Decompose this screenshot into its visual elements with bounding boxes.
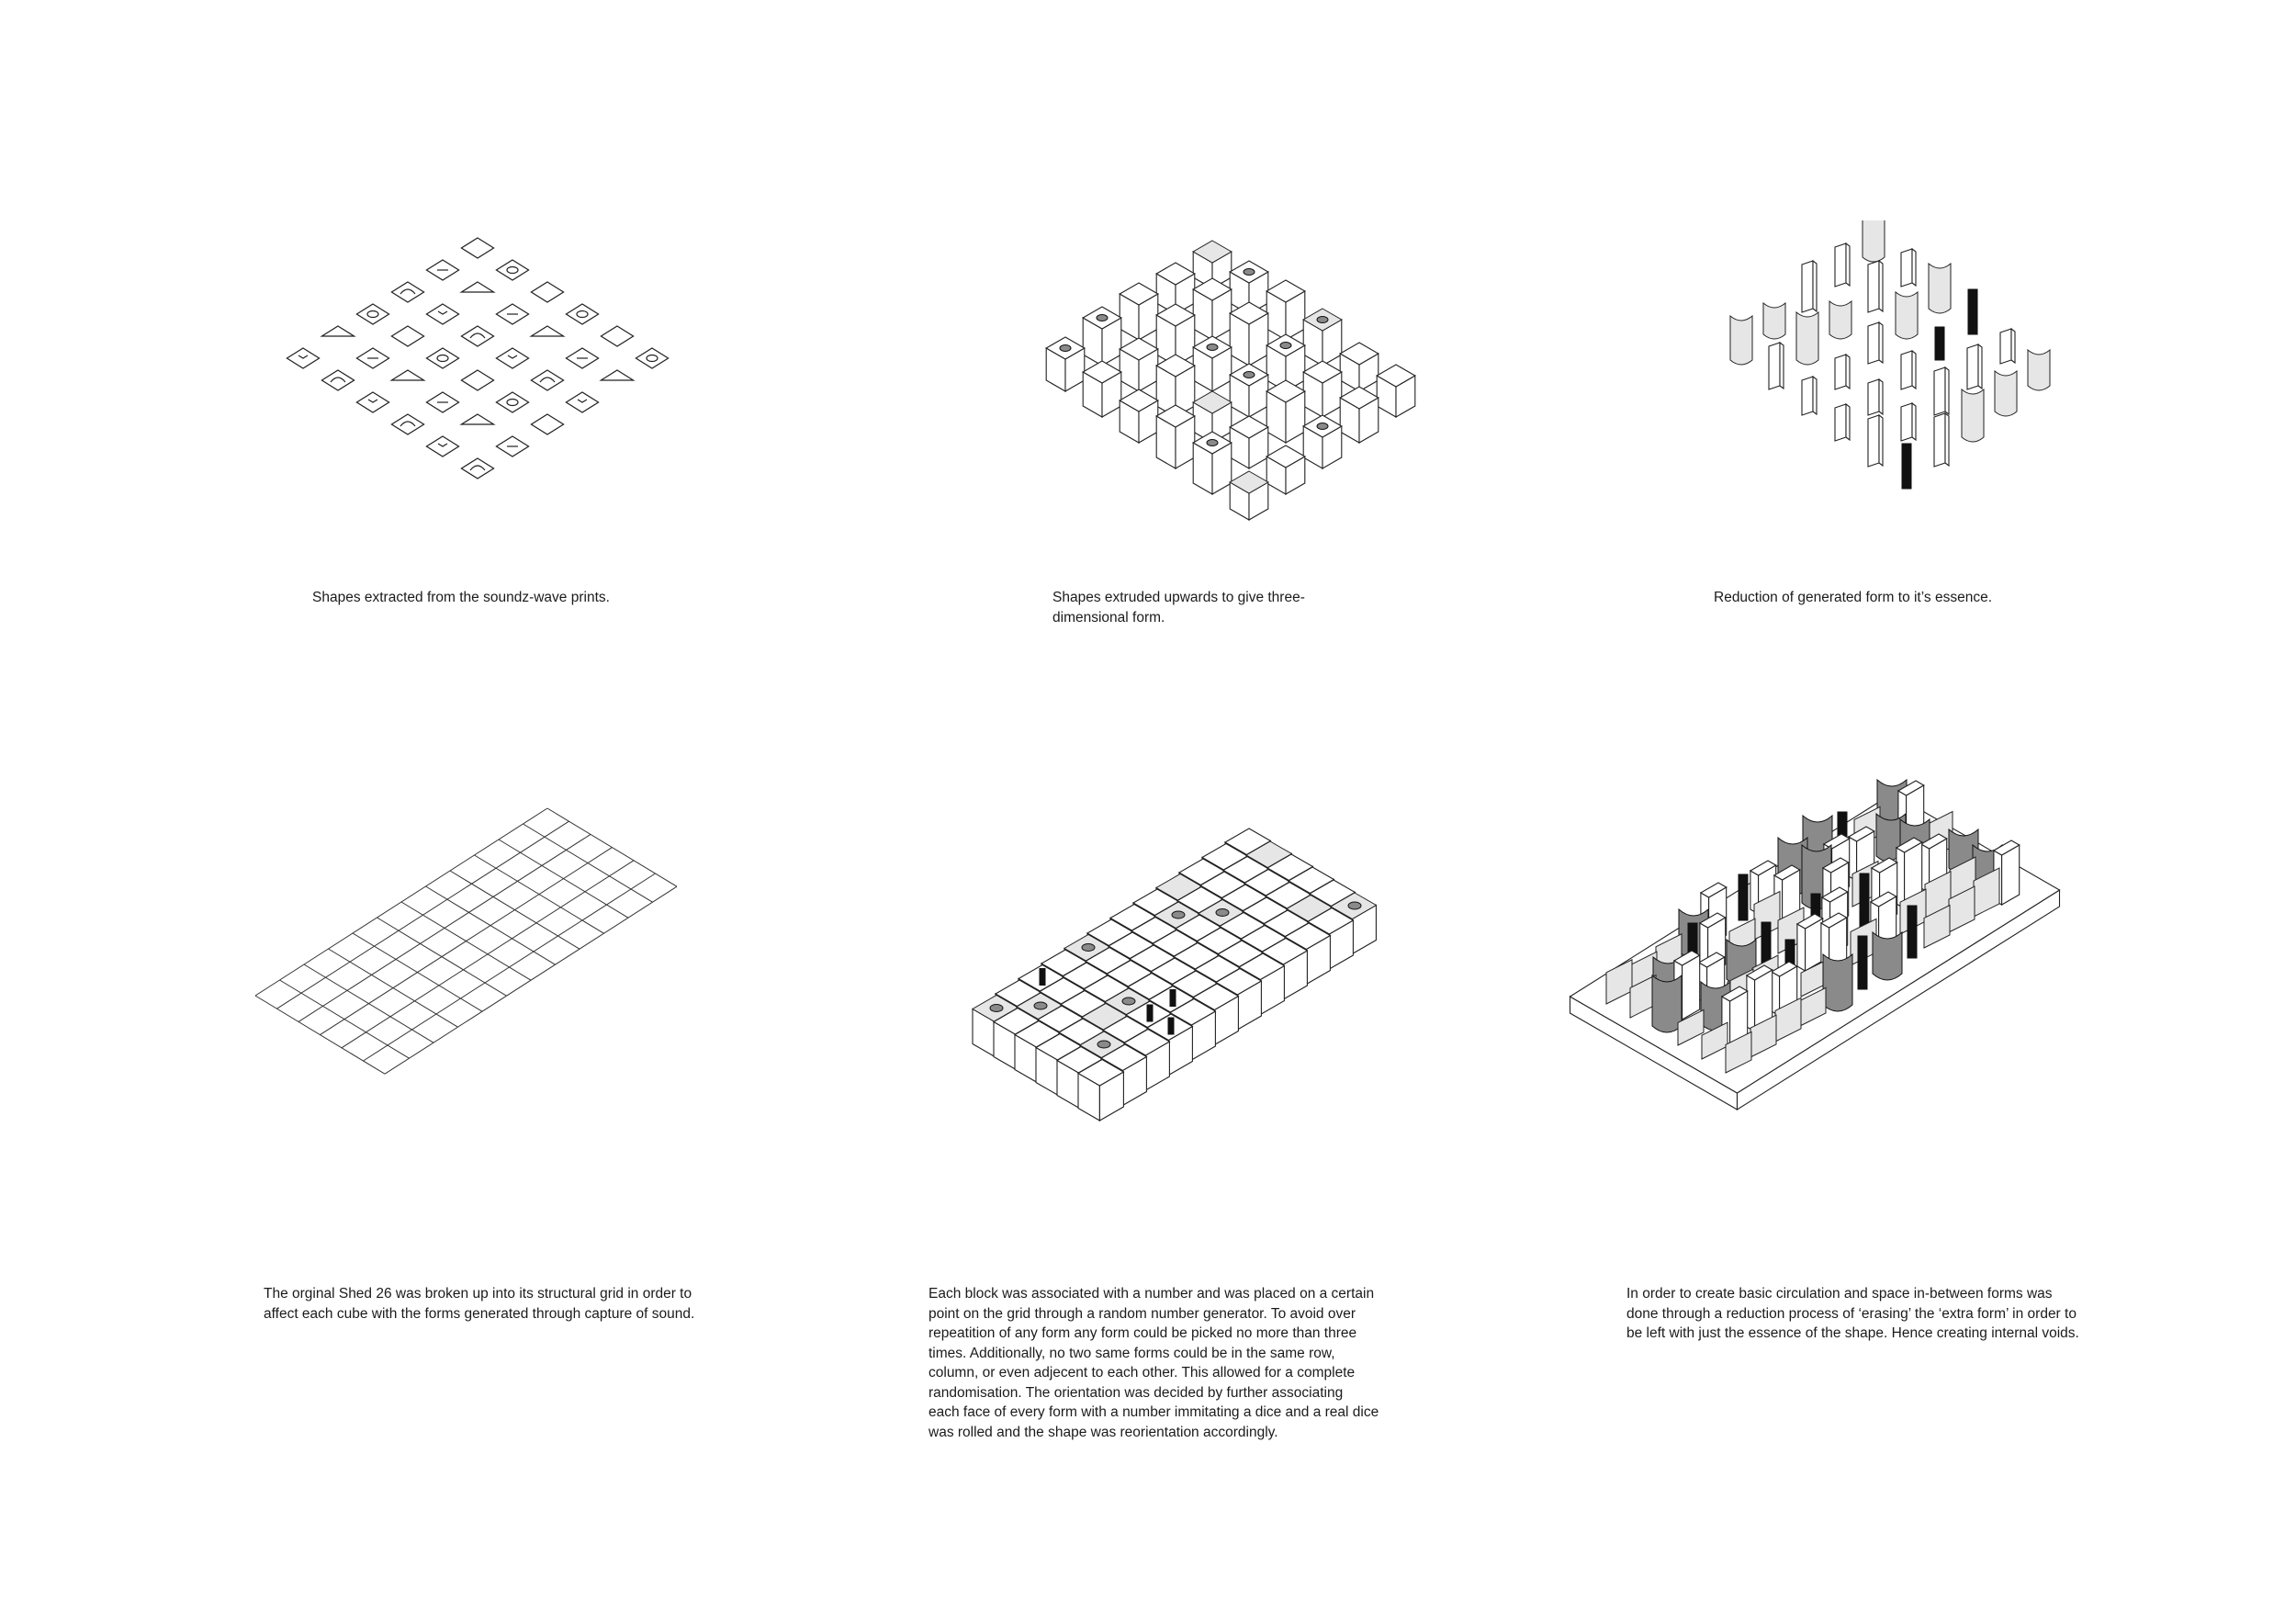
thin-wall-side — [1813, 261, 1817, 311]
shape-outline — [438, 311, 447, 314]
thin-wall — [2000, 329, 2011, 364]
thin-wall-side — [1945, 413, 1949, 466]
shape-outline — [496, 260, 528, 280]
shapes-outline-diagram — [257, 220, 698, 533]
block-slot — [1040, 969, 1045, 986]
shape-outline — [461, 282, 493, 292]
curved-wall — [2028, 350, 2050, 390]
dark-form — [1858, 936, 1867, 989]
circulation-voids-diagram — [1506, 735, 2112, 1249]
curved-wall — [1896, 292, 1918, 339]
shape-outline — [601, 326, 633, 346]
extruded-cubes — [1046, 241, 1415, 520]
curved-wall — [1730, 316, 1752, 365]
shape-outline — [461, 458, 493, 479]
thin-wall — [1868, 379, 1879, 415]
thin-wall — [1802, 261, 1813, 312]
curved-wall — [1995, 371, 2017, 416]
dark-form — [1860, 873, 1869, 930]
reduced-block-face-right — [1683, 955, 1700, 1020]
shape-outline — [367, 311, 378, 318]
thin-wall — [1868, 261, 1879, 312]
thin-wall — [1901, 249, 1912, 287]
shape-outline — [531, 370, 563, 390]
block-hole — [990, 1005, 1003, 1012]
dark-form — [1908, 906, 1917, 958]
shape-outline — [461, 370, 493, 390]
thin-wall — [1967, 344, 1978, 389]
thin-wall — [1868, 322, 1879, 364]
shape-outline — [368, 400, 377, 402]
shape-outline — [321, 326, 354, 336]
shape-outline — [507, 400, 518, 406]
extruded-shapes-diagram — [992, 220, 1433, 551]
shape-outline — [540, 378, 555, 382]
shape-outline — [566, 304, 598, 324]
curved-wall — [1962, 389, 1984, 442]
thin-wall-side — [1846, 404, 1850, 440]
caption-reduction: Reduction of generated form to it’s essence. — [1714, 590, 1992, 605]
shape-outlines — [287, 238, 668, 479]
thin-wall — [1835, 243, 1846, 287]
placed-blocks — [973, 828, 1376, 1121]
caption-shapes-extracted: Shapes extracted from the soundz-wave prints. — [312, 590, 610, 605]
dark-form — [1739, 874, 1748, 920]
thin-wall-side — [1879, 322, 1883, 363]
curved-wall — [1796, 312, 1818, 365]
thin-wall-side — [2011, 329, 2015, 363]
curved-form — [1823, 954, 1852, 1011]
thin-wall — [1769, 343, 1780, 389]
shape-outline — [426, 348, 458, 368]
caption-block-placement: Each block was associated with a number and was placed on a certain point on the grid through a random number generator. To avoid over repeatition of any form any form could be picked no more than three times. Additionally, no two same forms could be in the same row, column, or even adjecent to each other. This allowed for a complete randomisation. The orientation was decided by further associating each face of every form with a number immitating a dice and a real dice was rolled and the shape was reorientation accordingly. — [929, 1286, 1379, 1440]
structural-grid-diagram — [202, 799, 753, 1231]
dark-wall — [1935, 327, 1944, 360]
shape-outline — [470, 333, 485, 338]
shape-outline — [647, 355, 658, 362]
thin-wall-side — [1912, 249, 1916, 286]
shape-outline — [531, 282, 563, 302]
shape-outline — [331, 378, 345, 382]
shape-outline — [438, 444, 447, 446]
thin-wall-side — [1780, 343, 1784, 389]
thin-wall-side — [1846, 355, 1850, 389]
thin-wall-side — [1945, 367, 1949, 414]
shape-outline — [531, 326, 563, 336]
circulation-model — [1570, 780, 2060, 1110]
thin-wall — [1835, 355, 1846, 389]
shape-outline — [601, 370, 633, 380]
shape-outline — [391, 326, 423, 346]
block-slot — [1147, 1005, 1153, 1021]
shape-outline — [400, 289, 415, 294]
thin-wall-side — [1978, 344, 1982, 389]
thin-wall-side — [1879, 415, 1883, 466]
cube-hole — [1097, 315, 1108, 321]
block-hole — [1122, 997, 1135, 1005]
reduced-forms — [1730, 220, 2050, 489]
shape-outline — [531, 414, 563, 434]
shape-outline — [298, 355, 308, 358]
structural-grid — [255, 808, 677, 1074]
caption-circulation: In order to create basic circulation and space in-between forms was done through a reduction process of ‘erasing’ the ‘extra form’ in order to be left with just the essence of the shape. Hence creating internal voids. — [1626, 1286, 2079, 1341]
block-hole — [1216, 909, 1229, 917]
shape-outline — [496, 392, 528, 412]
shape-outline — [507, 267, 518, 274]
block-slot — [1168, 1018, 1174, 1034]
dark-wall — [1968, 289, 1977, 334]
cube-hole — [1244, 269, 1255, 276]
shape-outline — [391, 414, 423, 434]
thin-wall-side — [1912, 403, 1916, 440]
cube-hole — [1280, 343, 1291, 349]
shape-outline — [321, 370, 354, 390]
thin-wall — [1802, 377, 1813, 415]
dark-form — [1761, 922, 1771, 964]
cube-hole — [1244, 372, 1255, 378]
reduced-forms-diagram — [1681, 220, 2066, 551]
caption-shapes-extruded: Shapes extruded upwards to give three- dimensional form. — [1052, 590, 1305, 626]
shape-outline — [391, 370, 423, 380]
block-hole — [1082, 944, 1095, 952]
shape-outline — [461, 326, 493, 346]
shape-outline — [461, 238, 493, 258]
cube-hole — [1207, 440, 1218, 446]
thin-wall-side — [1912, 351, 1916, 389]
dark-wall — [1902, 444, 1911, 489]
cube-hole — [1060, 345, 1071, 352]
cube-hole — [1317, 317, 1328, 323]
placed-blocks-diagram — [900, 772, 1469, 1249]
thin-wall — [1901, 403, 1912, 441]
shape-outline — [391, 282, 423, 302]
block-slot — [1170, 990, 1176, 1007]
thin-wall — [1934, 367, 1945, 415]
curved-form — [1652, 975, 1682, 1032]
cube-hole — [1207, 344, 1218, 351]
block-hole — [1034, 1002, 1047, 1009]
thin-wall — [1868, 415, 1879, 467]
block-hole — [1097, 1041, 1110, 1048]
shape-outline — [461, 414, 493, 424]
curved-form — [1873, 932, 1902, 980]
shape-outline — [577, 311, 588, 318]
thin-wall-side — [1846, 243, 1850, 286]
reduced-block-face-left — [1797, 924, 1806, 971]
thin-wall-side — [1879, 379, 1883, 414]
shape-outline — [508, 355, 517, 358]
curved-wall — [1763, 303, 1785, 339]
shape-outline — [578, 400, 587, 402]
cube-hole — [1317, 423, 1328, 430]
thin-wall-side — [1879, 261, 1883, 311]
caption-structural-grid: The orginal Shed 26 was broken up into its structural grid in order to affect each cube with the forms generated through capture of sound. — [264, 1286, 695, 1322]
shape-outline — [437, 355, 448, 362]
shape-outline — [470, 466, 485, 470]
block-hole — [1172, 911, 1185, 919]
shape-outline — [400, 422, 415, 426]
shape-outline — [356, 304, 388, 324]
curved-wall — [1929, 264, 1951, 313]
shape-outline — [636, 348, 668, 368]
curved-wall — [1863, 220, 1885, 262]
block-hole — [1348, 902, 1361, 909]
curved-wall — [1829, 301, 1851, 339]
thin-wall — [1901, 351, 1912, 389]
thin-wall-side — [1813, 377, 1817, 414]
thin-wall — [1934, 413, 1945, 467]
thin-wall — [1835, 404, 1846, 441]
